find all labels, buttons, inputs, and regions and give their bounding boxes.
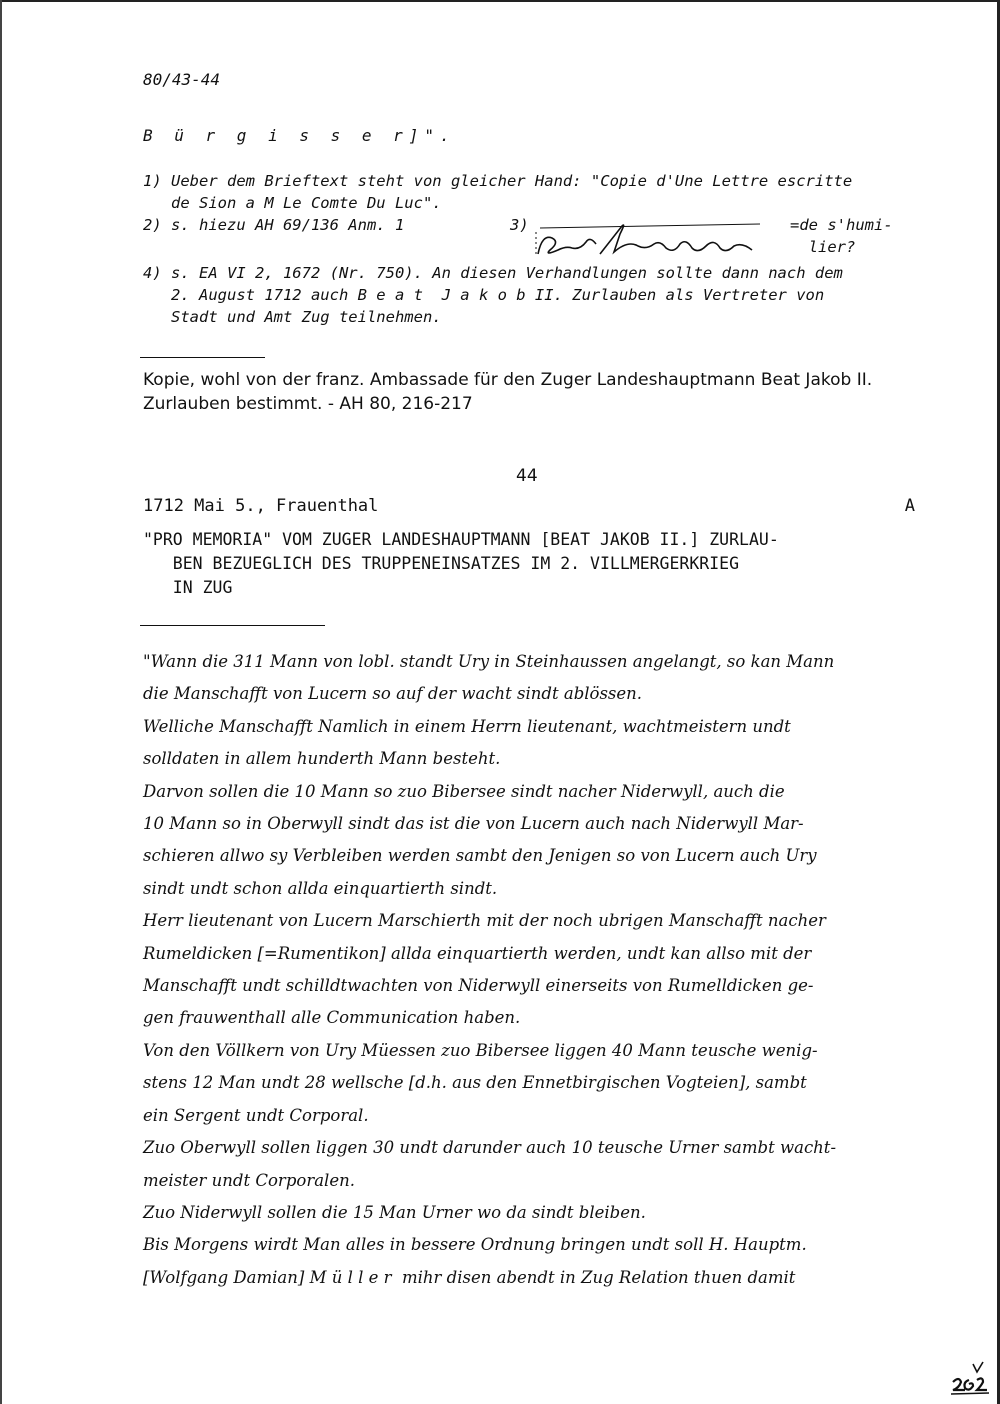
scan-border-left	[0, 0, 2, 1404]
scan-border-top	[0, 0, 1000, 2]
page-reference: 80/43-44	[143, 70, 221, 89]
date-place-line	[143, 496, 915, 516]
corner-page-mark	[925, 1360, 995, 1396]
separator-rule	[140, 625, 325, 626]
copy-note: Kopie, wohl von der franz. Ambassade für den Zuger Landeshauptmann Beat Jakob II. Zurlauben bestimmt. - AH 80, 216-217	[143, 370, 873, 414]
footnote-1: 1) Ueber dem Brieftext steht von gleicher Hand: "Copie d'Une Lettre escritte de Sion a M Le Comte Du Luc".	[143, 172, 853, 212]
footnote-3-interpretation: =de s'humi- lier?	[790, 216, 893, 256]
separator-rule	[140, 357, 265, 358]
handwritten-signature	[530, 220, 770, 260]
document-heading: "PRO MEMORIA" VOM ZUGER LANDESHAUPTMANN [BEAT JAKOB II.] ZURLAU- BEN BEZUEGLICH DES TRUPPENEINSATZES IM 2. VILLMERGERKRIEG IN ZUG	[143, 530, 779, 597]
date-place: 1712 Mai 5., Frauenthal	[143, 496, 379, 516]
previous-document-closing: B ü r g i s s e r]".	[143, 126, 456, 145]
footnote-4: 4) s. EA VI 2, 1672 (Nr. 750). An diesen Verhandlungen sollte dann nach dem 2. August 1712 auch B e a t J a k o b II. Zurlauben als Vertreter von Stadt und Amt Zug teilnehmen.	[143, 264, 843, 326]
document-number: 44	[516, 466, 538, 486]
footnote-3-number: 3)	[510, 216, 529, 234]
footnote-2: 2) s. hiezu AH 69/136 Anm. 1	[143, 216, 405, 234]
document-body: "Wann die 311 Mann von lobl. standt Ury in Steinhaussen angelangt, so kan Mann die Manschafft von Lucern so auf der wacht sindt ablössen. Welliche Manschafft Namlich in einem Herrn lieutenant, wachtmeistern undt solldaten in allem hunderth Mann besteht. Darvon sollen die 10 Mann so zuo Bibersee sindt nacher Niderwyll, auch die 10 Mann so in Oberwyll sindt das ist die von Lucern auch nach Niderwyll Mar- schieren allwo sy Verbleiben werden sambt den Jenigen so von Lucern auch Ury sindt undt schon allda einquartierth sindt. Herr lieutenant von Lucern Marschierth mit der noch ubrigen Manschafft nacher Rumeldicken [=Rumentikon] allda einquartierth werden, undt kan allso mit der Manschafft undt schilldtwachten von Niderwyll einerseits von Rumelldicken ge- gen frauwenthall alle Communication haben. Von den Völlkern von Ury Müessen zuo Bibersee liggen 40 Mann teusche wenig- stens 12 Man undt 28 wellsche [d.h. aus den Ennetbirgischen Vogteien], sambt ein Sergent undt Corporal. Zuo Oberwyll sollen liggen 30 undt darunder auch 10 teusche Urner sambt wacht- meister undt Corporalen. Zuo Niderwyll sollen die 15 Man Urner wo da sindt bleiben. Bis Morgens wirdt Man alles in bessere Ordnung bringen undt soll H. Hauptm. [Wolfgang Damian] M ü l l e r mihr disen abendt in Zug Relation thuen damit	[143, 652, 837, 1287]
document-grade: A	[904, 496, 915, 516]
